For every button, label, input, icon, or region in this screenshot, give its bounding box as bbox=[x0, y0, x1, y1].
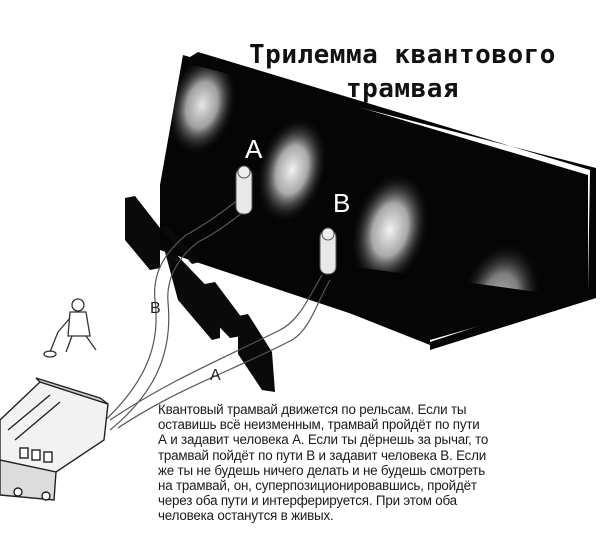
title-line: Трилемма квантового bbox=[249, 40, 556, 70]
caption-line: на трамвай, он, суперпозиционировавшись, пройдёт bbox=[158, 478, 477, 494]
caption-line: через оба пути и интерферируется. При этом оба bbox=[158, 493, 457, 509]
person-a-icon bbox=[236, 166, 252, 214]
title-line: трамвая bbox=[345, 74, 460, 104]
caption-text bbox=[158, 402, 578, 524]
track-label-b: B bbox=[150, 300, 161, 317]
page-title bbox=[205, 38, 600, 106]
caption-line: трамвай пойдёт по пути В и задавит человека В. Если bbox=[158, 447, 487, 463]
caption-line: человека останутся в живых. bbox=[158, 508, 334, 524]
caption-line: оставишь всё неизменным, трамвай пройдёт по пути bbox=[158, 417, 480, 433]
screen-label-b: B bbox=[333, 188, 351, 218]
person-b-icon bbox=[320, 228, 336, 274]
caption-line: А и задавит человека А. Если ты дёрнешь за рычаг, то bbox=[158, 432, 489, 448]
caption-line: Квантовый трамвай движется по рельсам. Если ты bbox=[158, 402, 467, 417]
screen-label-a: A bbox=[245, 134, 263, 164]
trolley-icon bbox=[0, 378, 108, 500]
track-label-a: A bbox=[210, 367, 221, 384]
caption-line: же ты не будешь ничего делать и не будешь смотреть bbox=[158, 462, 485, 478]
lever-person-icon bbox=[44, 299, 96, 357]
